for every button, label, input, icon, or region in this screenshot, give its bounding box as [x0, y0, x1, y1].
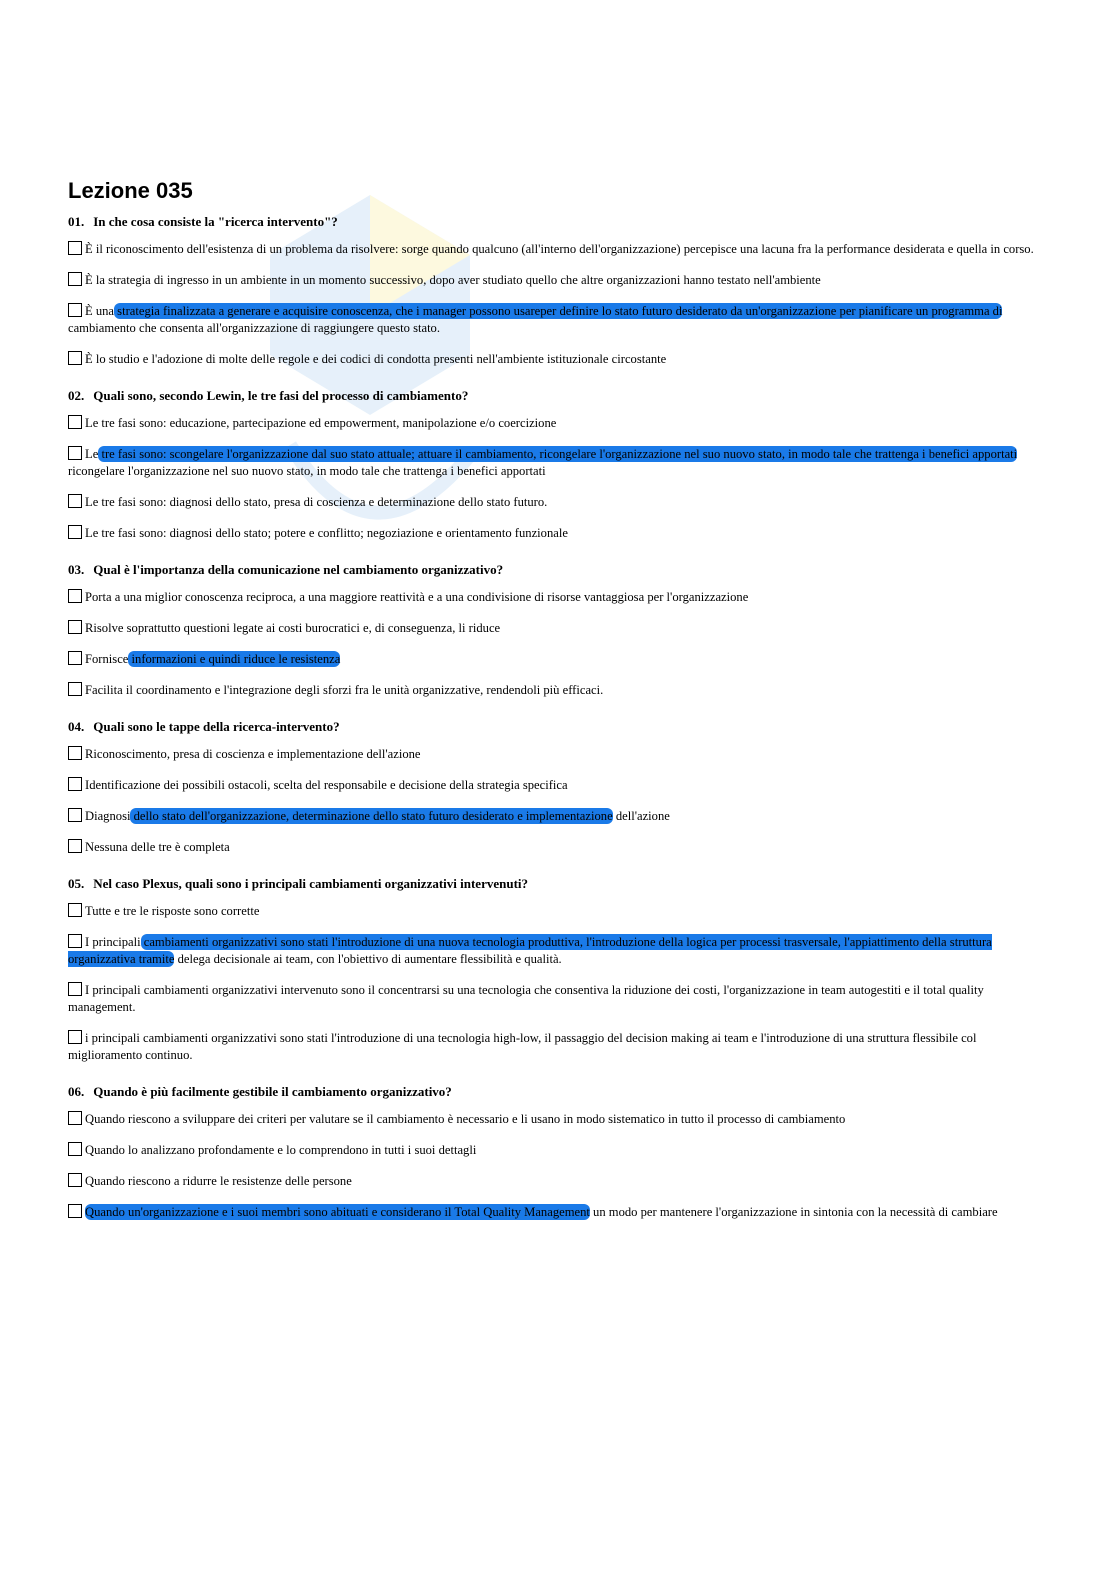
question-list [68, 214, 1036, 1221]
document-page [68, 178, 1036, 1241]
question-text: Nel caso Plexus, quali sono i principali cambiamenti organizzativi intervenuti? [93, 876, 529, 891]
question-title [68, 1084, 1036, 1100]
answer-option [68, 682, 1036, 699]
answer-checkbox[interactable] [68, 651, 82, 665]
answer-text: Quando lo analizzano profondamente e lo comprendono in tutti i suoi dettagli [85, 1143, 477, 1157]
answer-option [68, 934, 1036, 968]
answer-text: Porta a una miglior conoscenza reciproca, a una maggiore reattività e a una condivisione di risorse vantaggiosa per l'organizzazione [85, 590, 749, 604]
answer-checkbox[interactable] [68, 620, 82, 634]
answer-text: Quando riescono a ridurre le resistenze delle persone [85, 1174, 352, 1188]
answer-checkbox[interactable] [68, 682, 82, 696]
answer-option [68, 272, 1036, 289]
answer-checkbox[interactable] [68, 777, 82, 791]
answer-checkbox[interactable] [68, 903, 82, 917]
answer-option [68, 1173, 1036, 1190]
answer-checkbox[interactable] [68, 1030, 82, 1044]
question [68, 719, 1036, 856]
highlighted-answer-text: tre fasi sono: scongelare l'organizzazione dal suo stato attuale; attuare il cambiamento, ricongelare l'organizzazione nel suo nuovo stato, in modo tale che trattenga i benefici apportati [98, 447, 1018, 461]
answer-text: Risolve soprattutto questioni legate ai costi burocratici e, di conseguenza, li riduce [85, 621, 501, 635]
answer-option [68, 351, 1036, 368]
question-title [68, 562, 1036, 578]
question-title [68, 388, 1036, 404]
answer-text: Le tre fasi sono: educazione, partecipazione ed empowerment, manipolazione e/o coercizione [85, 416, 557, 430]
answer-option [68, 982, 1036, 1016]
question [68, 876, 1036, 1064]
question-text: Qual è l'importanza della comunicazione nel cambiamento organizzativo? [93, 562, 504, 577]
answer-text: Facilita il coordinamento e l'integrazione degli sforzi fra le unità organizzative, rendendoli più efficaci. [85, 683, 604, 697]
answer-text: i principali cambiamenti organizzativi sono stati l'introduzione di una tecnologia high-low, il passaggio del decision making ai team e l'introduzione di una struttura flessibile col miglioramento continuo. [68, 1031, 977, 1062]
highlighted-answer-text: cambiamenti organizzativi sono stati l'introduzione di una nuova tecnologia produttiva, l'introduzione della logica per processi trasversale, l'appiattimento della struttura organizzativa tramite [68, 935, 992, 966]
answer-option [68, 1142, 1036, 1159]
question-number: 03. [68, 562, 85, 577]
answer-option [68, 808, 1036, 825]
answer-option [68, 415, 1036, 432]
answer-option [68, 1111, 1036, 1128]
answer-option [68, 446, 1036, 480]
question-title [68, 719, 1036, 735]
question-text: Quando è più facilmente gestibile il cambiamento organizzativo? [93, 1084, 452, 1099]
answer-text: È lo studio e l'adozione di molte delle regole e dei codici di condotta presenti nell'ambiente istituzionale circostante [85, 352, 667, 366]
question-number: 02. [68, 388, 85, 403]
highlighted-answer-text: Quando un'organizzazione e i suoi membri sono abituati e considerano il Total Quality Management [85, 1205, 590, 1219]
answer-option [68, 903, 1036, 920]
answer-text-continued: dell'azione [612, 809, 670, 823]
answer-checkbox[interactable] [68, 241, 82, 255]
answer-text: Diagnosi [85, 809, 131, 823]
answer-text: Identificazione dei possibili ostacoli, scelta del responsabile e decisione della strategia specifica [85, 778, 568, 792]
question-text: In che cosa consiste la "ricerca intervento"? [93, 214, 338, 229]
question [68, 1084, 1036, 1221]
question-number: 01. [68, 214, 85, 229]
answer-checkbox[interactable] [68, 351, 82, 365]
answer-checkbox[interactable] [68, 1173, 82, 1187]
answer-option [68, 303, 1036, 337]
answer-checkbox[interactable] [68, 934, 82, 948]
answer-checkbox[interactable] [68, 525, 82, 539]
answer-text-continued: cambiamento che consenta all'organizzazione di raggiungere questo stato. [68, 321, 441, 335]
answer-text: I principali [85, 935, 141, 949]
question-number: 04. [68, 719, 85, 734]
answer-text-continued: un modo per mantenere l'organizzazione in sintonia con la necessità di cambiare [589, 1205, 998, 1219]
answer-text: Nessuna delle tre è completa [85, 840, 230, 854]
highlighted-answer-text: strategia finalizzata a generare e acquisire conoscenza, che i manager possono usareper definire lo stato futuro desiderato da un'organizzazione per pianificare un programma di [114, 304, 1003, 318]
question-title [68, 214, 1036, 230]
question [68, 562, 1036, 699]
answer-checkbox[interactable] [68, 1142, 82, 1156]
lesson-title: Lezione 035 [68, 178, 193, 203]
answer-checkbox[interactable] [68, 303, 82, 317]
answer-option [68, 651, 1036, 668]
answer-option [68, 1030, 1036, 1064]
answer-checkbox[interactable] [68, 1204, 82, 1218]
answer-text: Le tre fasi sono: diagnosi dello stato, presa di coscienza e determinazione dello stato futuro. [85, 495, 548, 509]
answer-checkbox[interactable] [68, 415, 82, 429]
question-title [68, 876, 1036, 892]
answer-checkbox[interactable] [68, 272, 82, 286]
answer-checkbox[interactable] [68, 446, 82, 460]
question-number: 06. [68, 1084, 85, 1099]
answer-option [68, 620, 1036, 637]
answer-text: È il riconoscimento dell'esistenza di un problema da risolvere: sorge quando qualcuno (all'interno dell'organizzazione) percepisce una lacuna fra la performance desiderata e quella in corso. [85, 242, 1034, 256]
answer-text: Le [85, 447, 99, 461]
answer-option [68, 494, 1036, 511]
answer-text: I principali cambiamenti organizzativi intervenuto sono il concentrarsi su una tecnologia che consentiva la riduzione dei costi, l'organizzazione in team autogestiti e il total quality management. [68, 983, 984, 1014]
answer-text: Riconoscimento, presa di coscienza e implementazione dell'azione [85, 747, 421, 761]
answer-option [68, 777, 1036, 794]
answer-option [68, 746, 1036, 763]
answer-checkbox[interactable] [68, 1111, 82, 1125]
answer-text: Le tre fasi sono: diagnosi dello stato; potere e conflitto; negoziazione e orientamento funzionale [85, 526, 568, 540]
answer-checkbox[interactable] [68, 589, 82, 603]
answer-text: È la strategia di ingresso in un ambiente in un momento successivo, dopo aver studiato quello che altre organizzazioni hanno testato nell'ambiente [85, 273, 821, 287]
answer-option [68, 839, 1036, 856]
answer-text: È una [85, 304, 115, 318]
answer-text: Fornisce [85, 652, 129, 666]
answer-option [68, 1204, 1036, 1221]
question-number: 05. [68, 876, 85, 891]
answer-checkbox[interactable] [68, 808, 82, 822]
answer-checkbox[interactable] [68, 746, 82, 760]
highlighted-answer-text: dello stato dell'organizzazione, determinazione dello stato futuro desiderato e implementazione [130, 809, 613, 823]
question-text: Quali sono le tappe della ricerca-intervento? [93, 719, 340, 734]
answer-checkbox[interactable] [68, 839, 82, 853]
answer-checkbox[interactable] [68, 982, 82, 996]
answer-text: Quando riescono a sviluppare dei criteri per valutare se il cambiamento è necessario e li usano in modo sistematico in tutto il processo di cambiamento [85, 1112, 846, 1126]
highlighted-answer-text: informazioni e quindi riduce le resistenza [128, 652, 341, 666]
answer-text: Tutte e tre le risposte sono corrette [85, 904, 260, 918]
answer-text-continued: delega decisionale ai team, con l'obiettivo di aumentare flessibilità e qualità. [174, 952, 562, 966]
answer-checkbox[interactable] [68, 494, 82, 508]
question [68, 388, 1036, 542]
answer-option [68, 241, 1036, 258]
answer-option [68, 589, 1036, 606]
question [68, 214, 1036, 368]
answer-option [68, 525, 1036, 542]
answer-text-continued: ricongelare l'organizzazione nel suo nuovo stato, in modo tale che trattenga i benefici apportati [68, 464, 546, 478]
question-text: Quali sono, secondo Lewin, le tre fasi del processo di cambiamento? [93, 388, 469, 403]
